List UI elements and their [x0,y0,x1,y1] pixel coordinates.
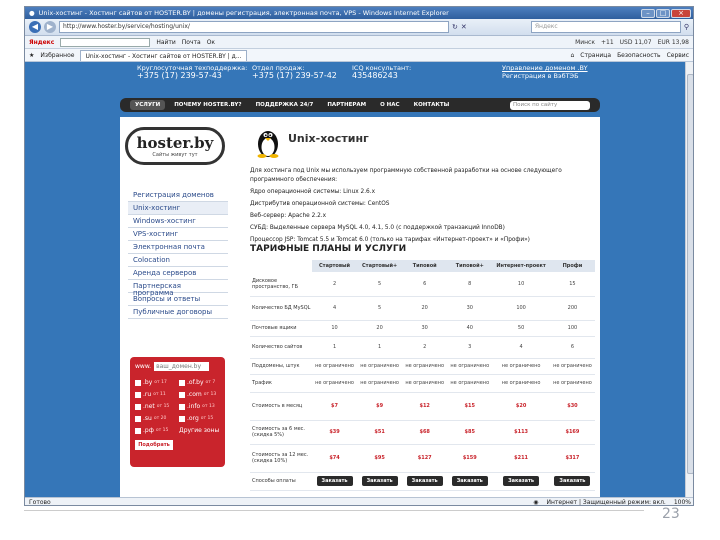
cell-value: 8 [468,280,472,287]
ie-icon: ● [29,9,35,17]
toolbar-item-ok[interactable]: Ок [206,38,216,46]
page-content [120,117,600,497]
table-cell [492,444,550,472]
nav-support[interactable]: ПОДДЕРЖКА 24/7 [255,102,314,108]
order-button[interactable]: Заказать [407,476,443,486]
price-value: $159 [462,455,477,461]
cell-value: не ограничено [501,380,541,386]
cell-value: 30 [466,305,473,311]
nav-partners[interactable]: ПАРТНЕРАМ [327,102,367,108]
zone-option[interactable]: .by от 17 [135,379,176,386]
row-label: Способы оплаты [250,472,312,490]
cell-value: не ограничено [315,363,354,369]
table-row [250,444,595,472]
zone-option[interactable]: .рф от 15 [135,427,176,434]
status-bar [25,497,694,506]
table-row [250,420,595,444]
globe-icon: ◉ [533,499,539,506]
desc-line: Ядро операционной системы: Linux 2.6.x [250,189,376,195]
table-cell [447,336,492,358]
price-value: $85 [464,429,475,435]
table-cell [402,472,447,490]
table-cell [357,358,402,374]
cell-value: 1 [378,344,382,350]
cell-value: не ограничено [360,380,399,386]
page-title: Unix-хостинг [288,132,369,145]
star-icon[interactable]: ★ [29,51,35,59]
table-cell [357,420,402,444]
menu-item-colocation[interactable]: Colocation [128,254,228,267]
cell-value: не ограничено [405,380,445,386]
row-label: Почтовые ящики [250,320,312,336]
table-cell [492,272,550,296]
table-cell [402,336,447,358]
table-cell [492,374,550,392]
toolbar-item-mail[interactable]: Почта [181,38,201,46]
table-row [250,296,595,320]
price-value: $127 [417,455,432,461]
table-cell [357,444,402,472]
plans-header-row [250,260,595,272]
safety-menu[interactable]: Безопасность [617,51,661,59]
cell-value: 6 [570,344,575,350]
cell-value: не ограничено [553,380,592,386]
price-value: $9 [376,403,384,409]
row-label: Стоимость за 12 мес. (скидка 10%) [250,444,312,472]
row-label: Стоимость в месяц [250,392,312,420]
row-label: Стоимость за 6 мес. (скидка 5%) [250,420,312,444]
table-cell [312,358,357,374]
slide-page-number: 23 [662,506,680,522]
cell-value: 4 [332,305,337,311]
table-cell [402,296,447,320]
menu-item-email[interactable]: Электронная почта [128,241,228,254]
table-cell [447,296,492,320]
scrollbar-thumb[interactable] [687,74,694,474]
hoster-logo[interactable]: hoster.by Сайты живут тут [125,127,225,165]
row-label: Количество сайтов [250,336,312,358]
order-button[interactable]: Заказать [503,476,539,486]
zone-option[interactable]: .net от 15 [135,403,176,410]
cell-value: не ограничено [450,380,490,386]
desc-line: Веб-сервер: Apache 2.2.x [250,213,327,219]
table-cell [447,358,492,374]
desc-line: Для хостинга под Unix мы используем программную собственной разработки на основе следующего программного обеспечения: [250,168,562,183]
table-cell [550,272,595,296]
table-cell [402,358,447,374]
desc-line: Процессор JSP: Tomcat 5.5 и Tomcat 6.0 (только на тарифах «Интернет-проект» и «Профи») [250,237,530,243]
cell-value: 2 [423,344,427,350]
yandex-toolbar [25,36,693,49]
menu-item-servers[interactable]: Аренда серверов [128,267,228,280]
weather-city[interactable]: Минск [575,38,595,46]
table-cell [402,272,447,296]
cell-value: 50 [517,325,525,331]
plan-header: Стартовый+ [357,260,402,272]
domain-check-box [130,357,225,467]
table-cell [550,296,595,320]
zone-checkbox[interactable] [135,404,141,410]
cell-value: 10 [517,280,525,287]
order-button[interactable]: Заказать [452,476,488,486]
table-cell [492,392,550,420]
zone-checkbox[interactable] [179,380,185,386]
table-row [250,374,595,392]
table-cell [447,374,492,392]
stop-icon[interactable]: ✕ [460,23,467,31]
table-cell [447,444,492,472]
cell-value: 5 [378,305,382,311]
zone-checkbox[interactable] [179,392,185,398]
menu-item-domains[interactable]: Регистрация доменов [128,189,228,202]
table-cell [550,336,595,358]
domain-manage-link[interactable]: Управление доменом .BY Регистрация в ВэбТЭБ [502,64,588,80]
price-value: $39 [329,429,340,435]
table-cell [447,320,492,336]
table-cell [357,336,402,358]
table-row [250,320,595,336]
site-search-input[interactable]: Поиск по сайту [510,101,590,110]
table-cell [492,472,550,490]
maximize-button[interactable]: □ [656,9,670,18]
price-value: $20 [515,403,527,409]
order-button[interactable]: Заказать [317,476,353,486]
window-controls [641,9,693,18]
tab-active[interactable]: Unix-хостинг - Хостинг сайтов от HOSTER.BY | д... [80,50,246,61]
browser-window [24,6,694,506]
table-cell [550,320,595,336]
table-cell [357,296,402,320]
site-header [137,64,597,94]
cell-value: 40 [466,325,473,331]
cell-value: 5 [378,280,382,287]
domain-input[interactable]: ваш_домен.by [154,362,209,371]
price-value: $15 [464,403,475,409]
cell-value: не ограничено [315,380,354,386]
page-menu[interactable]: Страница [580,51,612,59]
cell-value: 4 [519,344,523,350]
plan-header: Интернет-проект [492,260,550,272]
row-label: Количество БД MySQL [250,296,312,320]
address-bar [25,19,693,36]
menu-item-windows[interactable]: Windows-хостинг [128,215,228,228]
desc-line: Дистрибутив операционной системы: CentOS [250,201,390,207]
table-cell [357,392,402,420]
table-cell [492,420,550,444]
cell-value: 1 [332,344,337,350]
table-cell [402,444,447,472]
table-cell [447,272,492,296]
service-menu [128,189,228,319]
tux-penguin-icon [255,126,281,158]
zone-option[interactable]: .su от 20 [135,415,176,422]
row-label: Трафик [250,374,312,392]
weather-temp[interactable]: +11 [600,38,614,46]
menu-item-vps[interactable]: VPS-хостинг [128,228,228,241]
plans-table [250,260,595,491]
table-row [250,392,595,420]
zone-checkbox[interactable] [179,404,185,410]
plan-header: Профи [550,260,595,272]
tools-menu[interactable]: Сервис [666,51,689,59]
zone-checkbox[interactable] [135,428,141,434]
favorites-bar [25,49,693,62]
home-icon[interactable]: ⌂ [570,51,575,59]
table-cell [402,392,447,420]
row-label: Дисковое пространство, ГБ [250,272,312,296]
price-value: $95 [374,455,385,461]
contact-sales: Отдел продаж: +375 (17) 239-57-42 [252,64,337,80]
search-input[interactable]: Яндекс [531,21,681,33]
nav-why[interactable]: ПОЧЕМУ HOSTER.BY? [174,102,242,108]
table-row [250,272,595,296]
other-zones-link[interactable]: Другие зоны [179,427,220,434]
zoom-level[interactable]: 100% [673,499,691,506]
menu-item-contracts[interactable]: Публичные договоры [128,306,228,319]
zone-option[interactable]: .ru от 11 [135,391,176,398]
contact-support: Круглосуточная техподдержка: +375 (17) 239-57-43 [137,64,248,80]
table-row [250,472,595,490]
price-value: $68 [419,429,430,435]
nav-about[interactable]: О НАС [380,102,400,108]
table-cell [312,392,357,420]
order-button[interactable]: Заказать [554,476,590,486]
zone-option[interactable]: .of.by от 7 [179,379,220,386]
table-cell [312,374,357,392]
cell-value: 15 [569,280,576,287]
price-value: $12 [419,403,430,409]
table-cell [550,392,595,420]
minimize-button[interactable]: – [641,9,655,18]
status-text: Готово [29,499,51,506]
forward-button[interactable]: ▶ [44,21,56,33]
table-cell [550,374,595,392]
table-cell [312,420,357,444]
cell-value: 100 [567,325,578,331]
cell-value: 3 [468,344,472,350]
refresh-icon[interactable]: ↻ [452,23,458,31]
cell-value: не ограничено [450,363,490,369]
cell-value: не ограничено [553,363,592,369]
cell-value: не ограничено [360,363,399,369]
table-cell [357,472,402,490]
desc-line: СУБД: Выделенные сервера MySQL 4.0, 4.1, 5.0 (с поддержкой транзакций InnoDB) [250,225,505,231]
yandex-search-input[interactable] [60,38,150,47]
table-cell [357,320,402,336]
plan-header: Типовой [402,260,447,272]
zone-checkbox[interactable] [135,380,141,386]
table-cell [312,444,357,472]
row-label: Поддомены, штук [250,358,312,374]
zone-option[interactable]: .com от 13 [179,391,220,398]
cell-value: 30 [421,325,428,331]
url-input[interactable]: http://www.hoster.by/service/hosting/unix/ [59,21,449,33]
security-zone: Интернет | Защищенный режим: вкл. [546,499,666,506]
cell-value: 200 [567,305,578,311]
table-cell [492,336,550,358]
www-prefix: www. [135,363,152,370]
price-value: $169 [565,429,580,435]
zone-checkbox[interactable] [179,416,185,422]
cell-value: 10 [331,325,338,331]
table-cell [550,444,595,472]
cell-value: 2 [332,280,337,287]
window-title: Unix-хостинг - Хостинг сайтов от HOSTER.BY | домены регистрация, электронная почта, VPS - Windows Internet Explorer [38,9,449,17]
price-value: $7 [331,403,339,409]
menu-item-unix[interactable]: Unix-хостинг [128,202,228,215]
table-cell [402,420,447,444]
table-cell [492,296,550,320]
search-icon[interactable]: ⚲ [683,23,689,31]
cell-value: 20 [421,305,428,311]
page-viewport [25,62,685,497]
table-cell [550,358,595,374]
zone-option[interactable]: .info от 13 [179,403,220,410]
price-value: $30 [567,403,578,409]
cell-value: 20 [376,325,383,331]
price-value: $51 [374,429,385,435]
zone-checkbox[interactable] [135,416,141,422]
table-cell [312,320,357,336]
table-cell [402,374,447,392]
zone-option[interactable]: .org от 15 [179,415,220,422]
yandex-logo[interactable]: Яндекс [29,38,55,46]
site-nav [120,98,600,112]
title-bar [25,7,693,19]
table-cell [492,320,550,336]
table-cell [550,420,595,444]
zone-list [135,379,220,434]
price-value: $113 [514,429,529,435]
rate-usd[interactable]: USD 11,07 [619,38,652,46]
table-cell [550,472,595,490]
favorites-button[interactable]: Избранное [40,51,75,59]
table-cell [312,296,357,320]
close-button[interactable]: × [671,9,691,18]
header-blank [250,260,312,272]
rate-eur[interactable]: EUR 13,98 [657,38,689,46]
order-button[interactable]: Заказать [362,476,398,486]
platform-description [250,167,590,248]
table-cell [312,272,357,296]
table-cell [447,472,492,490]
plan-header: Типовой+ [447,260,492,272]
slide-divider [24,510,644,511]
menu-item-faq[interactable]: Вопросы и ответы [128,293,228,306]
toolbar-item-find[interactable]: Найти [156,38,176,46]
table-row [250,358,595,374]
table-cell [492,358,550,374]
price-value: $74 [329,455,340,461]
vertical-scrollbar[interactable] [685,62,694,497]
table-cell [357,272,402,296]
domain-search-button[interactable]: Подобрать [135,440,173,450]
table-cell [447,420,492,444]
table-row [250,336,595,358]
table-cell [447,392,492,420]
back-button[interactable]: ◀ [29,21,41,33]
plans-heading: ТАРИФНЫЕ ПЛАНЫ И УСЛУГИ [250,244,407,254]
plan-header: Стартовый [312,260,357,272]
price-value: $211 [514,455,529,461]
cell-value: не ограничено [501,363,541,369]
nav-contacts[interactable]: КОНТАКТЫ [413,102,450,108]
contact-icq: ICQ консультант: 435486243 [352,64,412,80]
cell-value: 100 [516,305,526,311]
menu-item-partners[interactable]: Партнерская программа [128,280,228,293]
zone-checkbox[interactable] [135,392,141,398]
table-cell [312,336,357,358]
cell-value: не ограничено [405,363,445,369]
table-cell [312,472,357,490]
nav-services[interactable]: УСЛУГИ [130,100,165,110]
cell-value: 6 [423,280,427,287]
price-value: $317 [565,455,580,461]
table-cell [357,374,402,392]
table-cell [402,320,447,336]
